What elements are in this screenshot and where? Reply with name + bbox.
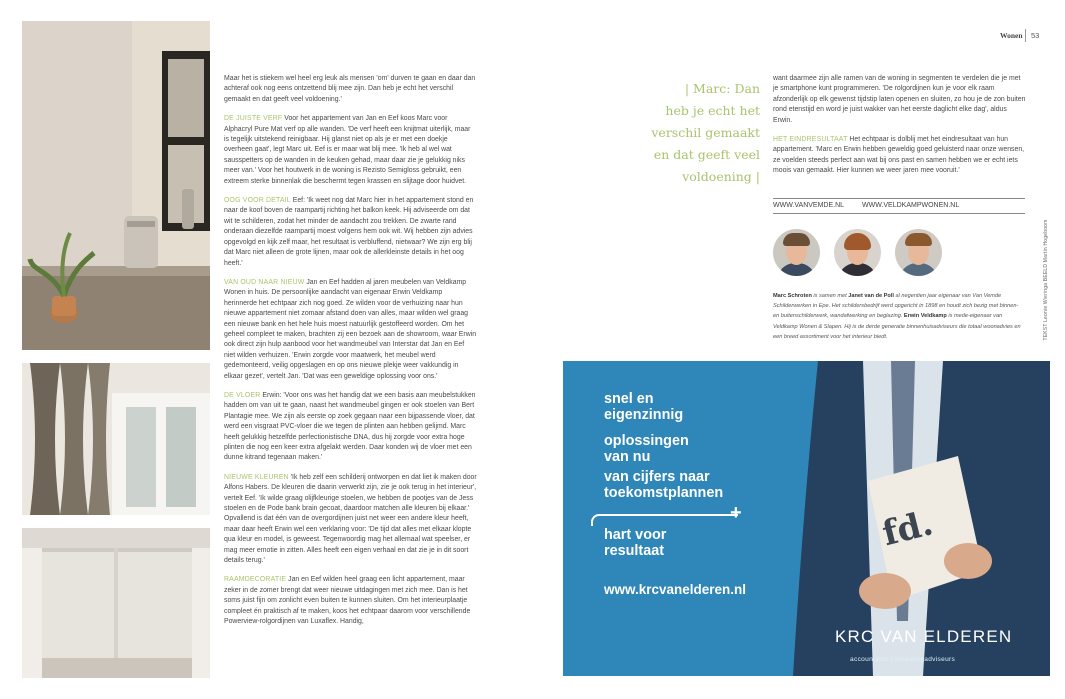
ad-plus-sign: + bbox=[730, 502, 742, 524]
photo-credit: TEKST Leonie Wieringa BEELD Martin Hogeboom bbox=[1043, 218, 1049, 341]
section-lead: HET EINDRESULTAAT bbox=[773, 136, 848, 144]
krc-logo: KRC VAN ELDEREN bbox=[835, 627, 1013, 646]
paragraph: VAN OUD NAAR NIEUW Jan en Eef hadden al jaren meubelen van Veldkamp Wonen in huis. De persoonlijke aandacht van eigenaar Erwin Veldkamp herinnerde het echtpaar zich nog goed. Ze wilden voor de verhuizing naar hun nieuwe appartement niet zomaar afstand doen van alles, maar wilden wel graag een nieuwe bank en het hele huis moest natuurlijk gestoffeerd worden. Om het geheel compleet te maken, brachten zij een bezoek aan de showroom, waar Erwin ook direct zijn hulp aanbood voor het wandmeubel van Interstar dat Jan en Eef niet wilden verhuizen. 'Erwin zorgde voor maatwerk, het meubel werd gedemonteerd, veilig opgeslagen en op ons nieuwe plekje weer vakkundig in elkaar gezet', vertelt Jan. 'Dat was een geweldige oplossing voor ons.' bbox=[224, 278, 477, 380]
section-lead: RAAMDECORATIE bbox=[224, 576, 287, 584]
link-vanvemde[interactable]: WWW.VANVEMDE.NL bbox=[773, 202, 845, 209]
paragraph: want daarmee zijn alle ramen van de woning in segmenten te verdelen die je met je smartphone kunt programmeren. 'De rolgordijnen kun je voor elk raam afzonderlijk op elk gewenst tijdstip laten openen en sluiten, zo hou je de zon buiten rond etenstijd en word je juist wakker van het eerste daglicht elke dag', aldus Erwin. bbox=[773, 75, 1026, 124]
article-column-right bbox=[773, 74, 1027, 186]
krc-advertisement bbox=[563, 361, 1050, 676]
paragraph: OOG VOOR DETAIL Eef: 'Ik weet nog dat Marc hier in het appartement stond en naar de koof boven de raampartij richting het balkon keek. Hij adviseerde om dat wit te schilderen, zodat het minder de aandacht zou trekken. De zwarte rand onderaan diezelfde raampartij moest volgens hem ook wit. Wij hebben zijn advies opgevolgd en kijk zelf maar, het resultaat is verbluffend, nietwaar? We zijn erg blij dat Marc niet alleen de grote lijnen, maar ook de allerkleinste details in het oog heeft.' bbox=[224, 197, 474, 267]
avatar-marc-schroten bbox=[773, 229, 820, 276]
ad-tagline-2: oplossingen van nu bbox=[604, 433, 689, 465]
author-bio: Marc Schroten is samen met Janet van de Poll al negentien jaar eigenaar van Van Vemde Schilderwerken in Epe. Het schildersbedrijf werd opgericht in 1898 en houdt zich bezig met binnen- en buitenschilderwerk, wandafwerking en beglazing. Erwin Veldkamp is mede-eigenaar van Veldkamp Wonen & Slapen. Hij is de derde generatie binnenhuisadviseurs die totaal woonadvies en een breed assortiment voor het interieur biedt. bbox=[773, 293, 1021, 340]
interior-photo-window bbox=[22, 21, 210, 350]
section-lead: OOG VOOR DETAIL bbox=[224, 197, 291, 205]
window-scene-illustration bbox=[22, 21, 210, 350]
section-label: Wonen bbox=[1000, 31, 1023, 40]
pull-quote: | Marc: Dan heb je echt het verschil gemaakt en dat geeft veel voldoening | bbox=[651, 81, 760, 184]
ad-tagline-1: snel en eigenzinnig bbox=[604, 391, 684, 423]
section-lead: DE JUISTE VERF bbox=[224, 115, 283, 123]
header-divider bbox=[1025, 29, 1026, 42]
paragraph: DE VLOER Erwin: 'Voor ons was het handig dat we een basis aan meubelstukken hadden om van uit te gaan, naast het wandmeubel gingen er ook stoelen van Bert Plantagie mee. We zijn als eerste op zoek gegaan naar een bijpassende vloer, dat werd een visgraat PVC-vloer die we tegen de plinten aan hebben gelijmd. Marc heeft gelukkig hetzelfde perfectionistische DNA, dus hij zorgde voor extra hoge plinten die nog een keer extra afgelakt werden. Daar konden wij de vloer met een dunne kitrand tegenaan maken.' bbox=[224, 391, 476, 462]
page-number: 53 bbox=[1031, 31, 1040, 40]
article-column-main bbox=[224, 74, 477, 637]
avatar-janet-van-de-poll bbox=[834, 229, 881, 276]
ad-website-link[interactable]: www.krcvanelderen.nl bbox=[604, 582, 747, 597]
section-lead: VAN OUD NAAR NIEUW bbox=[224, 278, 305, 286]
curtain-scene-illustration bbox=[22, 363, 210, 515]
website-links bbox=[773, 198, 1025, 214]
ad-brand-subtitle: accountants | belastingadviseurs bbox=[850, 656, 956, 663]
interior-photo-blinds bbox=[22, 528, 210, 678]
section-lead: DE VLOER bbox=[224, 391, 261, 399]
paragraph: NIEUWE KLEUREN 'Ik heb zelf een schilderij ontworpen en dat liet ik maken door Alfons Habers. De kleuren die daarin verwerkt zijn, zie je ook terug in het interieur', vertelt Eef. 'Ik wilde graag olijfkleurige stoelen, we hebben de pootjes van de Jess stoelen en de Pode bank brain gecoat, daardoor matchen alle kleuren bij elkaar.' Opvallend is dat één van de overgordijnen juist net weer een andere kleur heeft, maar daar heeft Erwin wel een verklaring voor: 'De tijd dat alles met elkaar klopte qua kleur en model, is geweest. Tegenwoordig mag het allemaal wat speelser, er mag meer emotie in zitten. Alles heeft een eigen verhaal en dat zie je in dit soort details terug.' bbox=[224, 473, 477, 565]
paragraph: RAAMDECORATIE Jan en Eef wilden heel graag een licht appartement, maar zeker in de zomer brengt dat weer nieuwe uitdagingen met zich mee. Dan is het soms juist fijn om zonlicht even buiten te kunnen sluiten. Om het interieurplaatje compleet én praktisch af te maken, koos het echtpaar daarom voor verschillende Powerview-rolgordijnen van Luxaflex. Handig, bbox=[224, 576, 471, 626]
paragraph: Maar het is stiekem wel heel erg leuk als mensen 'om' durven te gaan en daar dan achteraf ook nog eens ontzettend blij mee zijn. Dan heb je echt het verschil gemaakt en dat geeft veel voldoening.' bbox=[224, 75, 476, 103]
avatar-erwin-veldkamp bbox=[895, 229, 942, 276]
paragraph: HET EINDRESULTAAT Het echtpaar is dolblij met het eindresultaat van hun appartement. 'Marc en Erwin hebben geweldig goed geluisterd naar onze wensen, ze voelden steeds perfect aan wat bij ons past en samen hebben we er echt iets moois van gemaakt. Hier kunnen we weer jaren mee vooruit.' bbox=[773, 136, 1025, 175]
blinds-scene-illustration bbox=[22, 528, 210, 678]
newspaper-logo: fd. bbox=[878, 503, 937, 555]
paragraph: DE JUISTE VERF Voor het appartement van Jan en Eef koos Marc voor Alphacryl Pure Mat verf op alle wanden. 'De verf heeft een knijtmat uiterlijk, maar is tegelijk uitstekend reinigbaar. Hij glanst niet op als je er met een doekje overheen gaat', legt Marc uit. Eef is er maar wat blij mee. 'Ik heb al wel wat sausspetters op de wanden in de keuken gehad, maar daar zie je gelukkig niks meer van.' Voor het houtwerk in de woning is Rezisto Semigloss gebruikt, een extreem sterke binnenlak die beschermt tegen krassen en slijtage door huidvet. bbox=[224, 115, 471, 185]
interior-photo-curtains bbox=[22, 363, 210, 515]
ad-tagline-3: van cijfers naar toekomstplannen bbox=[604, 469, 724, 501]
ad-divider-line bbox=[591, 514, 738, 526]
section-lead: NIEUWE KLEUREN bbox=[224, 473, 289, 481]
link-veldkampwonen[interactable]: WWW.VELDKAMPWONEN.NL bbox=[862, 202, 960, 209]
ad-tagline-4: hart voor resultaat bbox=[604, 527, 667, 559]
